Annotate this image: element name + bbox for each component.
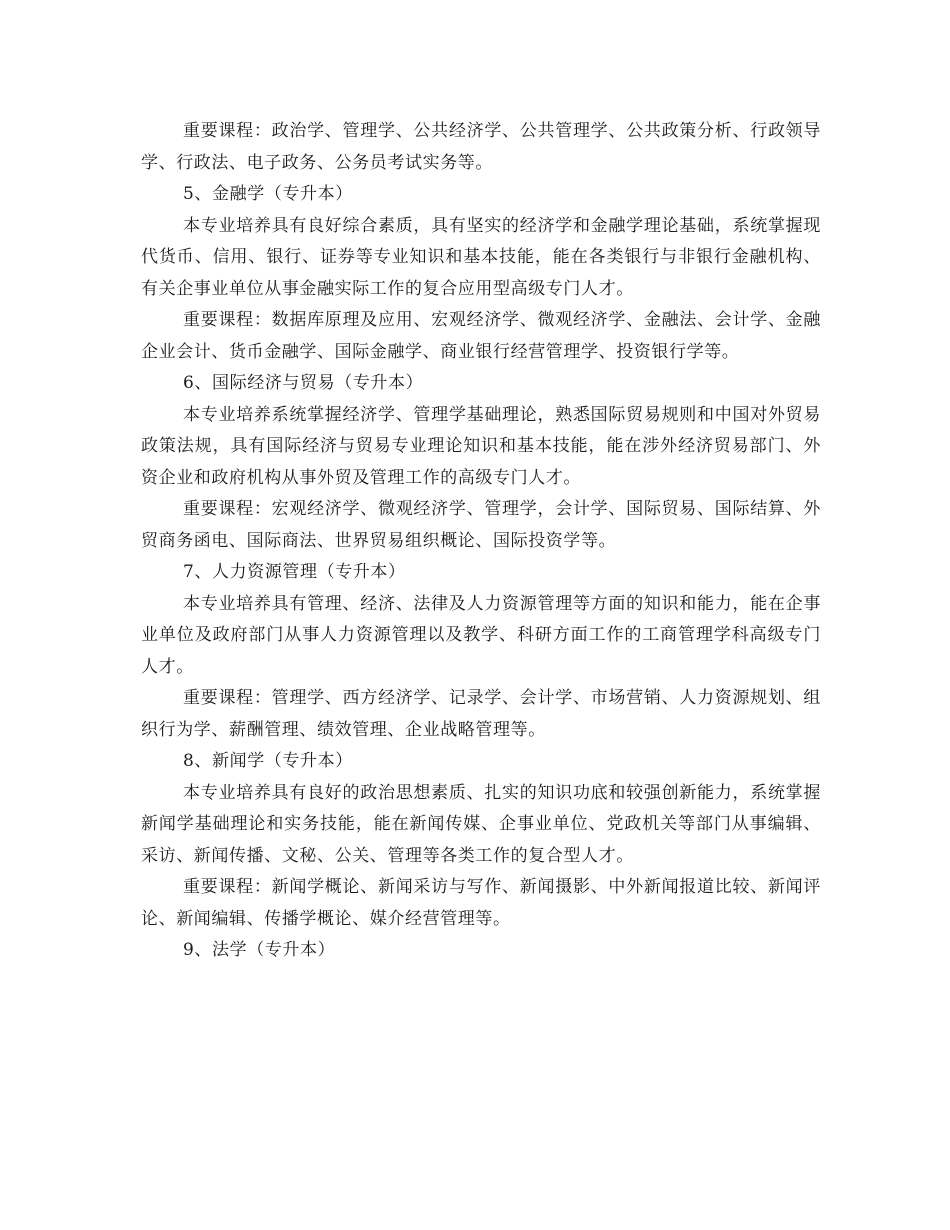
courses-paragraph: 重要课程：宏观经济学、微观经济学、管理学，会计学、国际贸易、国际结算、外贸商务函电、国际商法、世界贸易组织概论、国际投资学等。 (141, 499, 821, 551)
body-paragraph: 本专业培养系统掌握经济学、管理学基础理论，熟悉国际贸易规则和中国对外贸易政策法规，具有国际经济与贸易专业理论知识和基本技能，能在涉外经济贸易部门、外资企业和政府机构从事外贸及管理工作的高级专门人才。 (141, 404, 821, 488)
section-heading-human-resources: 7、人力资源管理（专升本） (183, 562, 406, 582)
body-paragraph: 本专业培养具有良好综合素质，具有坚实的经济学和金融学理论基础，系统掌握现代货币、信用、银行、证券等专业知识和基本技能，能在各类银行与非银行金融机构、有关企事业单位从事金融实际工作的复合应用型高级专门人才。 (141, 215, 821, 299)
courses-paragraph: 重要课程：管理学、西方经济学、记录学、会计学、市场营销、人力资源规划、组织行为学、薪酬管理、绩效管理、企业战略管理等。 (141, 688, 821, 740)
courses-paragraph: 重要课程：数据库原理及应用、宏观经济学、微观经济学、金融法、会计学、金融企业会计、货币金融学、国际金融学、商业银行经营管理学、投资银行学等。 (141, 310, 821, 362)
section-heading-finance: 5、金融学（专升本） (183, 184, 353, 204)
courses-paragraph: 重要课程：政治学、管理学、公共经济学、公共管理学、公共政策分析、行政领导学、行政法、电子政务、公务员考试实务等。 (141, 121, 821, 173)
section-heading-international-trade: 6、国际经济与贸易（专升本） (183, 373, 424, 393)
section-heading-journalism: 8、新闻学（专升本） (183, 751, 353, 771)
courses-paragraph: 重要课程：新闻学概论、新闻采访与写作、新闻摄影、中外新闻报道比较、新闻评论、新闻编辑、传播学概论、媒介经营管理等。 (141, 877, 821, 929)
section-heading-law: 9、法学（专升本） (183, 940, 336, 960)
document-body (141, 116, 821, 967)
body-paragraph: 本专业培养具有管理、经济、法律及人力资源管理等方面的知识和能力，能在企事业单位及政府部门从事人力资源管理以及教学、科研方面工作的工商管理学科高级专门人才。 (141, 593, 821, 677)
body-paragraph: 本专业培养具有良好的政治思想素质、扎实的知识功底和较强创新能力，系统掌握新闻学基础理论和实务技能，能在新闻传媒、企事业单位、党政机关等部门从事编辑、采访、新闻传播、文秘、公关、管理等各类工作的复合型人才。 (141, 782, 821, 866)
